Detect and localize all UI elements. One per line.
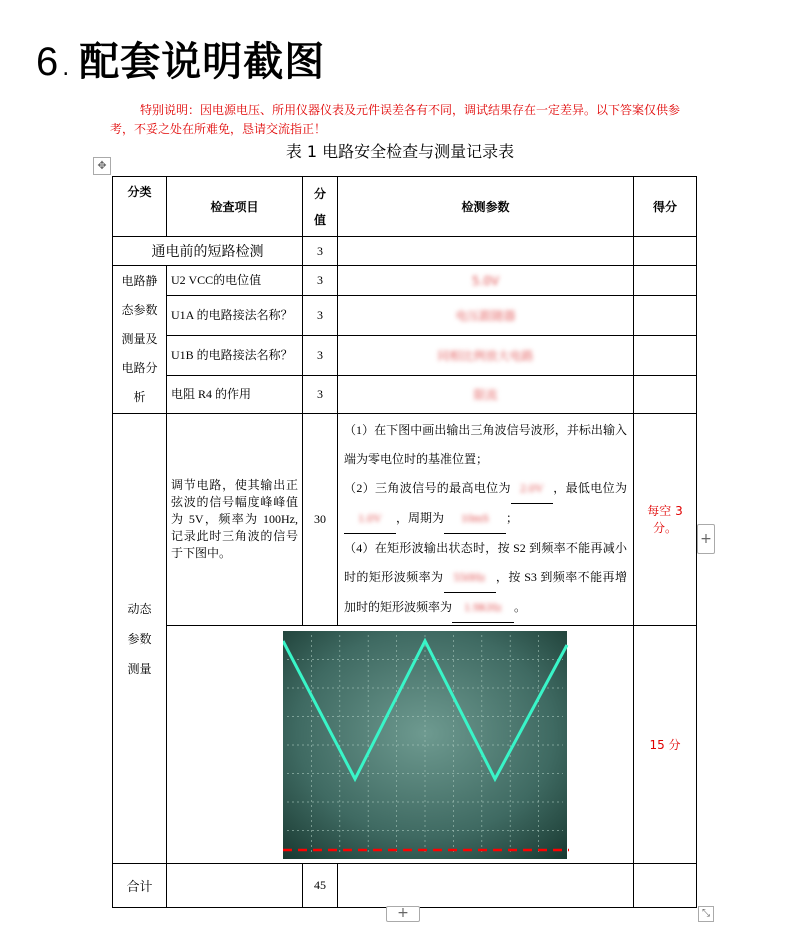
- static-category: 电路静 态参数 测量及 电路分 析: [113, 266, 167, 414]
- table-move-handle-icon[interactable]: ✥: [93, 157, 111, 175]
- static-row-4: [113, 376, 697, 414]
- header-row: [113, 177, 697, 237]
- static-answer-2: 电压跟随器: [338, 296, 634, 336]
- record-table: [112, 176, 697, 908]
- dynamic-points-top: 每空 3 分。: [634, 414, 697, 626]
- static-answer-3: 同相比例放大电路: [338, 336, 634, 376]
- static-points-3: [634, 336, 697, 376]
- static-item-3: U1B 的电路接法名称？: [167, 336, 303, 376]
- dynamic-score: 30: [303, 414, 338, 626]
- static-score-3: 3: [303, 336, 338, 376]
- static-answer-1: 5.0V: [338, 266, 634, 296]
- static-score-4: 3: [303, 376, 338, 414]
- dynamic-param-4: （4）在矩形波输出状态时，按 S2 到频率不能再减小时的矩形波频率为 550Hz ，按 S3 到频率不能再增加时的矩形波频率为 1.9KHz 。: [344, 534, 627, 623]
- table-title: 表 1 电路安全检查与测量记录表: [285, 142, 515, 161]
- special-note: 特别说明：因电源电压、所用仪器仪表及元件误差各有不同，调试结果存在一定差异。以下答案仅供参考，不妥之处在所难免，恳请交流指正！: [110, 103, 681, 136]
- blank-period[interactable]: 10mS: [444, 504, 506, 534]
- static-score-2: 3: [303, 296, 338, 336]
- short-circuit-points: [634, 237, 697, 266]
- static-row-2: [113, 296, 697, 336]
- header-score-b: 值: [313, 212, 326, 227]
- dynamic-params: [338, 414, 634, 626]
- dynamic-param-2: （2）三角波信号的最高电位为 2.0V ，最低电位为1.0V ，周期为 10mS ；: [344, 474, 627, 534]
- blank-min-voltage[interactable]: 1.0V: [344, 504, 396, 534]
- dynamic-row-2: [113, 626, 697, 864]
- static-row-3: [113, 336, 697, 376]
- static-points-1: [634, 266, 697, 296]
- short-circuit-score: 3: [303, 237, 338, 266]
- short-circuit-label: 通电前的短路检测: [113, 237, 303, 266]
- header-item: 检查项目: [167, 177, 303, 237]
- static-item-1: U2 VCC的电位值: [167, 266, 303, 296]
- static-item-2: U1A 的电路接法名称？: [167, 296, 303, 336]
- static-answer-4: 限流: [338, 376, 634, 414]
- header-points: 得分: [634, 177, 697, 237]
- header-score-a: 分: [313, 186, 326, 201]
- table-resize-handle-icon[interactable]: ⤡: [698, 906, 714, 922]
- total-row: [113, 864, 697, 908]
- short-circuit-row: [113, 237, 697, 266]
- blank-min-frequency[interactable]: 550Hz: [444, 563, 496, 593]
- dynamic-param-1: （1）在下图中画出输出三角波信号波形，并标出输入端为零电位时的基准位置；: [344, 423, 627, 466]
- heading-dot: .: [62, 56, 70, 81]
- static-item-4: 电阻 R4 的作用: [167, 376, 303, 414]
- header-params: 检测参数: [338, 177, 634, 237]
- dynamic-row-1: [113, 414, 697, 626]
- static-points-2: [634, 296, 697, 336]
- short-circuit-params: [338, 237, 634, 266]
- heading-text: 配套说明截图: [79, 39, 326, 85]
- scope-cell: [167, 626, 634, 864]
- dynamic-category: 动态 参数 测量: [113, 414, 167, 864]
- total-empty: [167, 864, 303, 908]
- blank-max-frequency[interactable]: 1.9KHz: [452, 593, 514, 623]
- heading-number: 6: [36, 40, 59, 84]
- blank-max-voltage[interactable]: 2.0V: [511, 474, 553, 504]
- total-label: 合计: [113, 864, 167, 908]
- add-column-button[interactable]: +: [697, 524, 715, 554]
- dynamic-item: 调节电路，使其输出正弦波的信号幅度峰峰值为 5V，频率为 100Hz,记录此时三角波的信号于下图中。: [167, 414, 303, 626]
- add-row-button[interactable]: +: [386, 906, 420, 922]
- total-score: 45: [303, 864, 338, 908]
- dynamic-points-bottom: 15 分: [634, 626, 697, 864]
- total-params: [338, 864, 634, 908]
- static-score-1: 3: [303, 266, 338, 296]
- static-points-4: [634, 376, 697, 414]
- header-category: 分类: [113, 177, 167, 237]
- static-row-1: [113, 266, 697, 296]
- oscilloscope-screenshot: [283, 631, 573, 859]
- total-points: [634, 864, 697, 908]
- header-score: [303, 177, 338, 237]
- section-heading: [36, 36, 325, 95]
